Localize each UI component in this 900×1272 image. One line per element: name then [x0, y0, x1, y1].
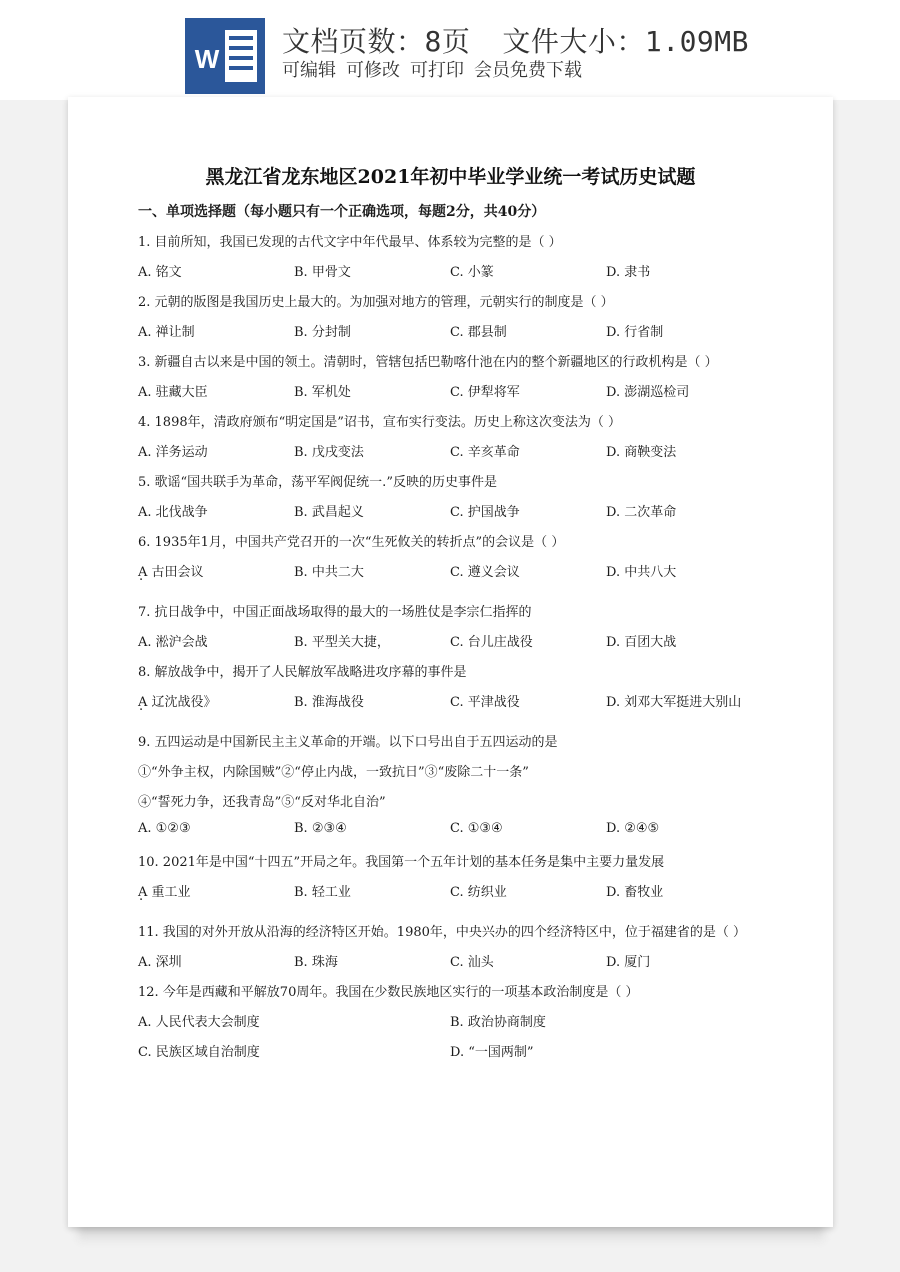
options-12-row-1 [138, 1011, 798, 1031]
options-7 [138, 631, 798, 651]
option-d: D. 隶书 [606, 265, 651, 280]
option-d: D. 百团大战 [606, 635, 677, 650]
option-d: D. 中共八大 [606, 565, 677, 580]
options-9 [138, 821, 798, 841]
feature-printable: 可打印 [410, 60, 464, 81]
feature-editable: 可编辑 [282, 60, 336, 81]
option-b: B. 平型关大捷， [294, 635, 390, 650]
option-d: D. 畜牧业 [606, 885, 664, 900]
option-d: D. 厦门 [606, 955, 651, 970]
option-a: A 重工业 . [138, 881, 191, 900]
option-c: C. 民族区域自治制度 [138, 1045, 260, 1060]
feature-list [282, 56, 592, 82]
question-9-slogans-line-2: ④“誓死力争，还我青岛”⑤“反对华北自治” [138, 795, 386, 810]
options-12-row-2 [138, 1041, 798, 1061]
option-d: D. 商鞅变法 [606, 445, 677, 460]
option-b: B. ②③④ [294, 821, 347, 836]
options-10 [138, 881, 798, 901]
option-c: C. 小篆 [450, 265, 494, 280]
question-6: 6. 1935年1月，中国共产党召开的一次“生死攸关的转折点”的会议是（ ） [138, 535, 565, 550]
option-b: B. 分封制 [294, 325, 351, 340]
options-6 [138, 561, 798, 581]
options-1 [138, 261, 798, 281]
feature-free-download: 会员免费下载 [474, 60, 582, 81]
question-11: 11. 我国的对外开放从沿海的经济特区开始。1980年，中央兴办的四个经济特区中，位于福建省的是（ ） [138, 925, 747, 940]
file-stats [282, 20, 749, 60]
option-b: B. 中共二大 [294, 565, 364, 580]
options-11 [138, 951, 798, 971]
question-12: 12. 今年是西藏和平解放70周年。我国在少数民族地区实行的一项基本政治制度是（ ） [138, 985, 639, 1000]
question-1: 1. 目前所知，我国已发现的古代文字中年代最早、体系较为完整的是（ ） [138, 235, 562, 250]
option-a: A. ①②③ [138, 821, 191, 836]
option-b: B. 淮海战役 [294, 695, 364, 710]
option-d: D. ②④⑤ [606, 821, 660, 836]
option-c: C. 纺织业 [450, 885, 507, 900]
option-a: A. 深圳 [138, 955, 182, 970]
options-5 [138, 501, 798, 521]
question-10: 10. 2021年是中国“十四五”开局之年。我国第一个五年计划的基本任务是集中主要力量发展 [138, 855, 665, 870]
question-4: 4. 1898年，清政府颁布“明定国是”诏书，宣布实行变法。历史上称这次变法为（ ） [138, 415, 622, 430]
option-a: A. 淞沪会战 [138, 635, 208, 650]
option-d: D. 澎湖巡检司 [606, 385, 690, 400]
option-a: A. 驻藏大臣 [138, 385, 208, 400]
question-7: 7. 抗日战争中，中国正面战场取得的最大的一场胜仗是李宗仁指挥的 [138, 605, 532, 620]
question-8: 8. 解放战争中，揭开了人民解放军战略进攻序幕的事件是 [138, 665, 467, 680]
option-d: D. 刘邓大军挺进大别山 [606, 695, 742, 710]
option-d: D. 二次革命 [606, 505, 677, 520]
question-5: 5. 歌谣“国共联手为革命，荡平军阀促统一.”反映的历史事件是 [138, 475, 497, 490]
option-a: A. 人民代表大会制度 [138, 1015, 260, 1030]
question-9: 9. 五四运动是中国新民主主义革命的开端。以下口号出自于五四运动的是 [138, 735, 558, 750]
option-c: C. 汕头 [450, 955, 494, 970]
option-c: C. 平津战役 [450, 695, 520, 710]
question-3: 3. 新疆自古以来是中国的领土。清朝时，管辖包括巴勒喀什池在内的整个新疆地区的行政机构是（ ） [138, 355, 718, 370]
option-a: A 辽沈战役》 . [138, 691, 217, 710]
options-2 [138, 321, 798, 341]
word-icon-letter: W [194, 44, 220, 74]
option-a: A. 禅让制 [138, 325, 195, 340]
option-b: B. 政治协商制度 [450, 1015, 546, 1030]
option-a: A. 铭文 [138, 265, 182, 280]
option-c: C. 遵义会议 [450, 565, 520, 580]
options-8 [138, 691, 798, 711]
file-size: 文件大小：1.09MB [502, 25, 750, 58]
option-c: C. 辛亥革命 [450, 445, 520, 460]
question-2: 2. 元朝的版图是我国历史上最大的。为加强对地方的管理，元朝实行的制度是（ ） [138, 295, 614, 310]
option-c: C. 郡县制 [450, 325, 507, 340]
option-b: B. 戊戌变法 [294, 445, 364, 460]
section-heading: 一、单项选择题（每小题只有一个正确选项，每题2分，共40分） [138, 204, 546, 220]
option-b: B. 军机处 [294, 385, 351, 400]
document-page [68, 97, 833, 1227]
page-count: 文档页数：8页 [282, 25, 471, 58]
option-b: B. 轻工业 [294, 885, 351, 900]
option-c: C. 护国战争 [450, 505, 520, 520]
option-a: A. 北伐战争 [138, 505, 208, 520]
question-9-slogans-line-1: ①“外争主权，内除国贼”②“停止内战，一致抗日”③“废除二十一条” [138, 765, 529, 780]
option-d: D. 行省制 [606, 325, 664, 340]
word-document-icon [185, 18, 265, 94]
file-info-header [0, 0, 900, 100]
document-title: 黑龙江省龙东地区2021年初中毕业学业统一考试历史试题 [205, 166, 696, 188]
option-d: D. “一国两制” [450, 1045, 534, 1060]
option-c: C. 台儿庄战役 [450, 635, 533, 650]
options-4 [138, 441, 798, 461]
option-c: C. 伊犁将军 [450, 385, 520, 400]
feature-modifiable: 可修改 [346, 60, 400, 81]
option-c: C. ①③④ [450, 821, 503, 836]
option-b: B. 珠海 [294, 955, 338, 970]
options-3 [138, 381, 798, 401]
option-a: A 古田会议 . [138, 561, 204, 580]
option-b: B. 武昌起义 [294, 505, 364, 520]
option-a: A. 洋务运动 [138, 445, 208, 460]
option-b: B. 甲骨文 [294, 265, 351, 280]
